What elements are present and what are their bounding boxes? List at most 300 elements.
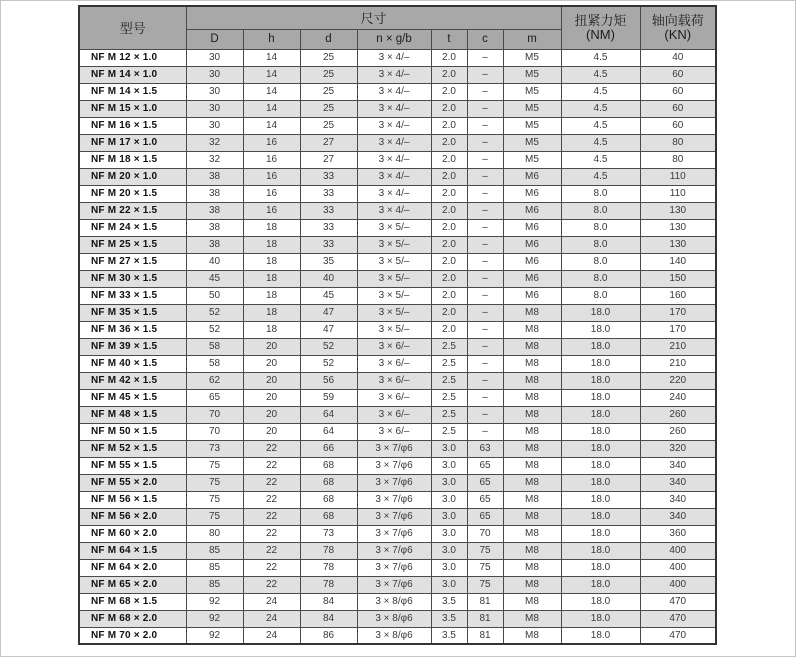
value-cell: 20 <box>243 372 300 389</box>
value-cell: 52 <box>186 304 243 321</box>
value-cell: 130 <box>640 219 716 236</box>
value-cell: 47 <box>300 321 357 338</box>
value-cell: 3 × 5/– <box>357 236 431 253</box>
table-row <box>79 457 716 474</box>
table-row <box>79 440 716 457</box>
table-row <box>79 236 716 253</box>
value-cell: 14 <box>243 117 300 134</box>
value-cell: 18.0 <box>561 610 640 627</box>
col-header-size-group: 尺寸 <box>186 6 561 29</box>
value-cell: 20 <box>243 389 300 406</box>
value-cell: M6 <box>503 219 561 236</box>
header-row-main <box>79 6 716 29</box>
value-cell: 2.0 <box>431 253 467 270</box>
value-cell: 3.0 <box>431 576 467 593</box>
axial-label: 轴向载荷 <box>651 12 704 28</box>
value-cell: 3 × 4/– <box>357 151 431 168</box>
value-cell: 8.0 <box>561 287 640 304</box>
model-cell: NF M 36 × 1.5 <box>79 321 186 338</box>
value-cell: 3 × 4/– <box>357 49 431 66</box>
value-cell: 3 × 4/– <box>357 83 431 100</box>
value-cell: 2.0 <box>431 236 467 253</box>
value-cell: 210 <box>640 355 716 372</box>
value-cell: 3 × 7/φ6 <box>357 508 431 525</box>
value-cell: – <box>467 236 503 253</box>
value-cell: 75 <box>186 474 243 491</box>
value-cell: 2.5 <box>431 406 467 423</box>
table-row <box>79 491 716 508</box>
model-cell: NF M 20 × 1.0 <box>79 168 186 185</box>
value-cell: 3 × 8/φ6 <box>357 610 431 627</box>
value-cell: 14 <box>243 66 300 83</box>
value-cell: 8.0 <box>561 185 640 202</box>
value-cell: 38 <box>186 219 243 236</box>
table-row <box>79 151 716 168</box>
value-cell: 65 <box>186 389 243 406</box>
table-row <box>79 542 716 559</box>
value-cell: 18.0 <box>561 542 640 559</box>
value-cell: 3 × 7/φ6 <box>357 440 431 457</box>
value-cell: 3 × 5/– <box>357 304 431 321</box>
value-cell: 63 <box>467 440 503 457</box>
value-cell: 18.0 <box>561 576 640 593</box>
value-cell: 18.0 <box>561 593 640 610</box>
value-cell: M8 <box>503 355 561 372</box>
value-cell: 66 <box>300 440 357 457</box>
value-cell: 30 <box>186 117 243 134</box>
value-cell: 24 <box>243 627 300 644</box>
value-cell: 73 <box>300 525 357 542</box>
value-cell: 60 <box>640 100 716 117</box>
value-cell: 92 <box>186 593 243 610</box>
model-cell: NF M 17 × 1.0 <box>79 134 186 151</box>
value-cell: M8 <box>503 559 561 576</box>
value-cell: 22 <box>243 525 300 542</box>
value-cell: 22 <box>243 491 300 508</box>
value-cell: 130 <box>640 202 716 219</box>
value-cell: 33 <box>300 202 357 219</box>
value-cell: 75 <box>186 508 243 525</box>
model-cell: NF M 27 × 1.5 <box>79 253 186 270</box>
table-row <box>79 83 716 100</box>
value-cell: 16 <box>243 151 300 168</box>
value-cell: 16 <box>243 202 300 219</box>
value-cell: 20 <box>243 355 300 372</box>
value-cell: 80 <box>640 134 716 151</box>
value-cell: 32 <box>186 134 243 151</box>
model-cell: NF M 68 × 2.0 <box>79 610 186 627</box>
table-row <box>79 593 716 610</box>
value-cell: 60 <box>640 117 716 134</box>
model-cell: NF M 15 × 1.0 <box>79 100 186 117</box>
value-cell: 58 <box>186 338 243 355</box>
value-cell: 70 <box>186 406 243 423</box>
value-cell: 25 <box>300 49 357 66</box>
value-cell: 2.5 <box>431 338 467 355</box>
value-cell: M8 <box>503 474 561 491</box>
value-cell: – <box>467 134 503 151</box>
value-cell: 400 <box>640 576 716 593</box>
table-row <box>79 219 716 236</box>
value-cell: 3 × 5/– <box>357 287 431 304</box>
col-header-h: h <box>243 29 300 49</box>
table-row <box>79 304 716 321</box>
value-cell: M5 <box>503 100 561 117</box>
value-cell: 340 <box>640 491 716 508</box>
value-cell: 92 <box>186 610 243 627</box>
model-cell: NF M 48 × 1.5 <box>79 406 186 423</box>
table-row <box>79 287 716 304</box>
value-cell: 18.0 <box>561 491 640 508</box>
model-cell: NF M 60 × 2.0 <box>79 525 186 542</box>
model-cell: NF M 33 × 1.5 <box>79 287 186 304</box>
value-cell: 18.0 <box>561 474 640 491</box>
value-cell: 40 <box>300 270 357 287</box>
table-row <box>79 202 716 219</box>
value-cell: 35 <box>300 253 357 270</box>
model-cell: NF M 65 × 2.0 <box>79 576 186 593</box>
value-cell: 86 <box>300 627 357 644</box>
value-cell: 2.0 <box>431 219 467 236</box>
value-cell: – <box>467 287 503 304</box>
spec-table <box>78 5 717 645</box>
value-cell: 78 <box>300 559 357 576</box>
value-cell: M5 <box>503 117 561 134</box>
value-cell: 4.5 <box>561 151 640 168</box>
model-cell: NF M 25 × 1.5 <box>79 236 186 253</box>
value-cell: 18 <box>243 304 300 321</box>
value-cell: 40 <box>186 253 243 270</box>
value-cell: M8 <box>503 406 561 423</box>
value-cell: 3 × 6/– <box>357 406 431 423</box>
value-cell: 58 <box>186 355 243 372</box>
value-cell: 360 <box>640 525 716 542</box>
value-cell: 20 <box>243 423 300 440</box>
value-cell: 84 <box>300 610 357 627</box>
value-cell: 2.0 <box>431 66 467 83</box>
value-cell: 38 <box>186 202 243 219</box>
value-cell: 470 <box>640 593 716 610</box>
value-cell: 3 × 6/– <box>357 355 431 372</box>
value-cell: M8 <box>503 542 561 559</box>
value-cell: 80 <box>640 151 716 168</box>
value-cell: M5 <box>503 66 561 83</box>
value-cell: 3.0 <box>431 508 467 525</box>
value-cell: 3 × 4/– <box>357 134 431 151</box>
col-header-model: 型号 <box>79 6 186 49</box>
value-cell: 84 <box>300 593 357 610</box>
value-cell: 56 <box>300 372 357 389</box>
table-row <box>79 321 716 338</box>
value-cell: 27 <box>300 151 357 168</box>
value-cell: 60 <box>640 83 716 100</box>
value-cell: 64 <box>300 406 357 423</box>
value-cell: 3 × 6/– <box>357 423 431 440</box>
value-cell: – <box>467 202 503 219</box>
table-row <box>79 525 716 542</box>
model-cell: NF M 52 × 1.5 <box>79 440 186 457</box>
value-cell: M5 <box>503 134 561 151</box>
col-header-ngb: n × g/b <box>357 29 431 49</box>
value-cell: 75 <box>186 457 243 474</box>
value-cell: 25 <box>300 100 357 117</box>
value-cell: M6 <box>503 168 561 185</box>
value-cell: 3.5 <box>431 593 467 610</box>
value-cell: 22 <box>243 559 300 576</box>
value-cell: 18.0 <box>561 440 640 457</box>
value-cell: 64 <box>300 423 357 440</box>
value-cell: 2.0 <box>431 304 467 321</box>
value-cell: 3 × 6/– <box>357 372 431 389</box>
value-cell: 2.0 <box>431 287 467 304</box>
value-cell: 38 <box>186 236 243 253</box>
value-cell: 3 × 4/– <box>357 66 431 83</box>
value-cell: 18.0 <box>561 508 640 525</box>
value-cell: 52 <box>300 338 357 355</box>
value-cell: 18 <box>243 287 300 304</box>
value-cell: M8 <box>503 372 561 389</box>
value-cell: 75 <box>467 542 503 559</box>
value-cell: 3 × 4/– <box>357 100 431 117</box>
table-row <box>79 627 716 644</box>
value-cell: – <box>467 355 503 372</box>
value-cell: – <box>467 253 503 270</box>
value-cell: 2.0 <box>431 168 467 185</box>
model-cell: NF M 20 × 1.5 <box>79 185 186 202</box>
model-cell: NF M 14 × 1.0 <box>79 66 186 83</box>
model-cell: NF M 64 × 1.5 <box>79 542 186 559</box>
model-cell: NF M 56 × 1.5 <box>79 491 186 508</box>
value-cell: 14 <box>243 83 300 100</box>
value-cell: 14 <box>243 49 300 66</box>
value-cell: 18 <box>243 321 300 338</box>
value-cell: 60 <box>640 66 716 83</box>
value-cell: 27 <box>300 134 357 151</box>
value-cell: – <box>467 117 503 134</box>
value-cell: M6 <box>503 185 561 202</box>
value-cell: 3 × 7/φ6 <box>357 457 431 474</box>
value-cell: 130 <box>640 236 716 253</box>
value-cell: 240 <box>640 389 716 406</box>
value-cell: 400 <box>640 559 716 576</box>
value-cell: 18 <box>243 270 300 287</box>
table-row <box>79 423 716 440</box>
value-cell: 25 <box>300 83 357 100</box>
value-cell: 38 <box>186 168 243 185</box>
value-cell: 65 <box>467 457 503 474</box>
value-cell: 3 × 7/φ6 <box>357 525 431 542</box>
value-cell: 3 × 6/– <box>357 338 431 355</box>
value-cell: M5 <box>503 151 561 168</box>
value-cell: 16 <box>243 185 300 202</box>
value-cell: 2.5 <box>431 372 467 389</box>
value-cell: 140 <box>640 253 716 270</box>
value-cell: 2.0 <box>431 117 467 134</box>
value-cell: 260 <box>640 406 716 423</box>
value-cell: 170 <box>640 321 716 338</box>
value-cell: 24 <box>243 593 300 610</box>
value-cell: 3.0 <box>431 525 467 542</box>
table-row <box>79 270 716 287</box>
col-header-torque <box>561 6 640 49</box>
value-cell: 33 <box>300 185 357 202</box>
value-cell: 3.0 <box>431 457 467 474</box>
value-cell: – <box>467 219 503 236</box>
value-cell: 18 <box>243 236 300 253</box>
model-cell: NF M 39 × 1.5 <box>79 338 186 355</box>
table-row <box>79 49 716 66</box>
value-cell: 75 <box>467 559 503 576</box>
value-cell: 150 <box>640 270 716 287</box>
value-cell: 110 <box>640 185 716 202</box>
value-cell: 68 <box>300 491 357 508</box>
value-cell: 8.0 <box>561 219 640 236</box>
table-row <box>79 134 716 151</box>
model-cell: NF M 50 × 1.5 <box>79 423 186 440</box>
value-cell: 3.0 <box>431 491 467 508</box>
value-cell: – <box>467 49 503 66</box>
value-cell: – <box>467 83 503 100</box>
value-cell: 340 <box>640 457 716 474</box>
value-cell: 2.5 <box>431 389 467 406</box>
value-cell: 3 × 5/– <box>357 270 431 287</box>
value-cell: 33 <box>300 168 357 185</box>
value-cell: 45 <box>300 287 357 304</box>
value-cell: 20 <box>243 338 300 355</box>
value-cell: 30 <box>186 83 243 100</box>
value-cell: 62 <box>186 372 243 389</box>
value-cell: M6 <box>503 253 561 270</box>
value-cell: 81 <box>467 627 503 644</box>
value-cell: 340 <box>640 474 716 491</box>
value-cell: 65 <box>467 474 503 491</box>
model-cell: NF M 70 × 2.0 <box>79 627 186 644</box>
table-row <box>79 338 716 355</box>
value-cell: – <box>467 406 503 423</box>
value-cell: M8 <box>503 627 561 644</box>
value-cell: M8 <box>503 304 561 321</box>
value-cell: M8 <box>503 440 561 457</box>
value-cell: 16 <box>243 134 300 151</box>
value-cell: M8 <box>503 338 561 355</box>
value-cell: 20 <box>243 406 300 423</box>
value-cell: 80 <box>186 525 243 542</box>
value-cell: 22 <box>243 457 300 474</box>
value-cell: 4.5 <box>561 83 640 100</box>
value-cell: 2.0 <box>431 49 467 66</box>
value-cell: 18.0 <box>561 627 640 644</box>
value-cell: 160 <box>640 287 716 304</box>
value-cell: 14 <box>243 100 300 117</box>
col-header-t: t <box>431 29 467 49</box>
value-cell: 2.0 <box>431 202 467 219</box>
value-cell: – <box>467 372 503 389</box>
value-cell: 3.0 <box>431 474 467 491</box>
value-cell: 85 <box>186 576 243 593</box>
value-cell: 3.0 <box>431 542 467 559</box>
value-cell: 2.0 <box>431 185 467 202</box>
model-cell: NF M 55 × 2.0 <box>79 474 186 491</box>
value-cell: 18.0 <box>561 406 640 423</box>
value-cell: 18.0 <box>561 338 640 355</box>
value-cell: 78 <box>300 576 357 593</box>
value-cell: – <box>467 304 503 321</box>
model-cell: NF M 12 × 1.0 <box>79 49 186 66</box>
value-cell: 3 × 8/φ6 <box>357 593 431 610</box>
value-cell: 3 × 7/φ6 <box>357 542 431 559</box>
value-cell: 4.5 <box>561 168 640 185</box>
value-cell: 33 <box>300 219 357 236</box>
value-cell: 470 <box>640 610 716 627</box>
model-cell: NF M 64 × 2.0 <box>79 559 186 576</box>
value-cell: 3 × 7/φ6 <box>357 474 431 491</box>
value-cell: 65 <box>467 508 503 525</box>
value-cell: 340 <box>640 508 716 525</box>
value-cell: 260 <box>640 423 716 440</box>
value-cell: M8 <box>503 576 561 593</box>
value-cell: 18.0 <box>561 559 640 576</box>
spec-table-body <box>79 49 716 644</box>
value-cell: M8 <box>503 593 561 610</box>
model-cell: NF M 18 × 1.5 <box>79 151 186 168</box>
table-row <box>79 355 716 372</box>
table-row <box>79 168 716 185</box>
value-cell: 110 <box>640 168 716 185</box>
model-cell: NF M 55 × 1.5 <box>79 457 186 474</box>
value-cell: 47 <box>300 304 357 321</box>
value-cell: 8.0 <box>561 253 640 270</box>
table-row <box>79 610 716 627</box>
value-cell: – <box>467 66 503 83</box>
value-cell: 3 × 7/φ6 <box>357 491 431 508</box>
value-cell: 2.0 <box>431 270 467 287</box>
model-cell: NF M 68 × 1.5 <box>79 593 186 610</box>
table-row <box>79 559 716 576</box>
value-cell: M8 <box>503 491 561 508</box>
value-cell: 2.0 <box>431 100 467 117</box>
value-cell: 18 <box>243 219 300 236</box>
value-cell: 32 <box>186 151 243 168</box>
value-cell: 18.0 <box>561 321 640 338</box>
table-row <box>79 66 716 83</box>
value-cell: M8 <box>503 321 561 338</box>
value-cell: 400 <box>640 542 716 559</box>
table-row <box>79 474 716 491</box>
value-cell: 16 <box>243 168 300 185</box>
torque-label: 扭紧力矩 <box>574 12 627 28</box>
value-cell: 22 <box>243 508 300 525</box>
col-header-D: D <box>186 29 243 49</box>
value-cell: 320 <box>640 440 716 457</box>
value-cell: – <box>467 168 503 185</box>
model-cell: NF M 42 × 1.5 <box>79 372 186 389</box>
value-cell: 33 <box>300 236 357 253</box>
value-cell: 22 <box>243 440 300 457</box>
value-cell: 3 × 5/– <box>357 253 431 270</box>
value-cell: M8 <box>503 389 561 406</box>
value-cell: 78 <box>300 542 357 559</box>
value-cell: 3 × 4/– <box>357 117 431 134</box>
value-cell: 73 <box>186 440 243 457</box>
value-cell: 22 <box>243 542 300 559</box>
model-cell: NF M 45 × 1.5 <box>79 389 186 406</box>
value-cell: 4.5 <box>561 66 640 83</box>
table-row <box>79 100 716 117</box>
value-cell: 25 <box>300 66 357 83</box>
col-header-d: d <box>300 29 357 49</box>
value-cell: – <box>467 270 503 287</box>
value-cell: 68 <box>300 508 357 525</box>
